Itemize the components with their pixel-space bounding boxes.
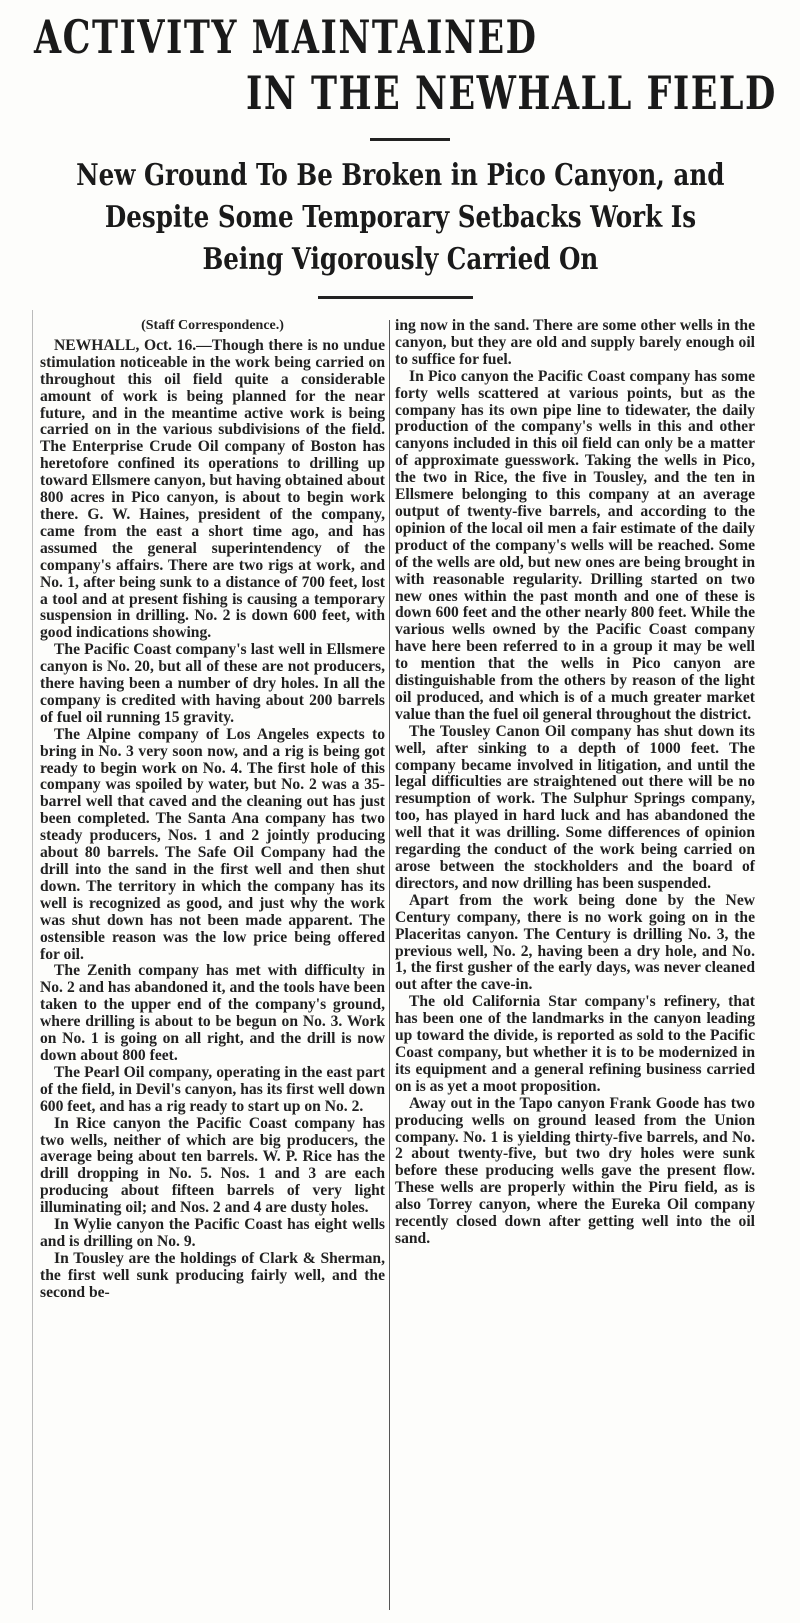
article-column-right	[395, 318, 755, 1248]
paragraph: The Tousley Canon Oil company has shut down its well, after sinking to a depth of 1000 feet. The company became involved in litigation, and until the legal difficulties are straightened out there will be no resumption of work. The Sulphur Springs company, too, has played in hard luck and has abandoned the well that it was drilling. Some differences of opinion regarding the conduct of the work being carried on arose between the stockholders and the board of directors, and now drilling has been suspended.	[395, 722, 755, 892]
paragraph: The Pacific Coast company's last well in Ellsmere canyon is No. 20, but all of these are not producers, there having been a number of dry holes. In all the company is credited with having about 200 barrels of fuel oil running 15 gravity.	[40, 641, 385, 726]
deck-rule	[318, 296, 473, 299]
paragraph: The Alpine company of Los Angeles expects to bring in No. 3 very soon now, and a rig is being got ready to begin work on No. 4. The first hole of this company was spoiled by water, but No. 2 was a 35-barrel well that caved and the cleaning out has just been completed. The Santa Ana company has two steady producers, Nos. 1 and 2 jointly producing about 80 barrels. The Safe Oil Company had the drill into the sand in the first well and then shut down. The territory in which the company has its well is recognized as good, and just why the work was shut down has not been made apparent. The ostensible reason was the low price being offered for oil.	[40, 725, 385, 963]
paragraph: The Zenith company has met with difficulty in No. 2 and has abandoned it, and the tools have been taken to the upper end of the company's ground, where drilling is about to be begun on No. 3. Work on No. 1 is going on all right, and the drill is now down about 800 feet.	[40, 962, 385, 1064]
paragraph: In Wylie canyon the Pacific Coast has eight wells and is drilling on No. 9.	[40, 1216, 385, 1250]
dateline: NEWHALL, Oct. 16.—	[54, 336, 212, 354]
headline-line-1: ACTIVITY MAINTAINED	[34, 10, 538, 64]
headline-rule	[370, 138, 450, 141]
paragraph: The old California Star company's refinery, that has been one of the landmarks in the canyon leading up toward the divide, is reported as sold to the Pacific Coast company, but whether it is to be modernized in its equipment and a general refining business carried on is as yet a moot proposition.	[395, 993, 755, 1095]
paragraph: ing now in the sand. There are some other wells in the canyon, but they are old and supply barely enough oil to suffice for fuel.	[395, 317, 755, 368]
deck-line-1: New Ground To Be Broken in Pico Canyon, and	[75, 158, 725, 193]
deck-line-2: Despite Some Temporary Setbacks Work Is	[104, 200, 696, 235]
headline-line-2: IN THE NEWHALL FIELD	[246, 66, 777, 120]
byline: (Staff Correspondence.)	[141, 318, 284, 333]
paragraph: Away out in the Tapo canyon Frank Goode has two producing wells on ground leased from the Union company. No. 1 is yielding thirty-five barrels, and No. 2 about twenty-five, but two dry holes were sunk before these producing wells gave the present flow. These wells are properly within the Piru field, as is also Torrey canyon, where the Eureka Oil company recently closed down after getting well into the oil sand.	[395, 1094, 755, 1247]
paragraph: In Pico canyon the Pacific Coast company has some forty wells scattered at various points, but as the company has its own pipe line to tidewater, the daily production of the company's wells in this and other canyons included in this oil field can only be a matter of approximate guesswork. Taking the wells in Pico, the two in Rice, the five in Tousley, and the ten in Ellsmere belonging to this company at an average output of twenty-five barrels, and according to the opinion of the local oil men a fair estimate of the daily product of the company's wells will be reached. Some of the wells are old, but new ones are being brought in with reasonable regularity. Drilling started on two new ones within the past month and one of these is down 600 feet and the other nearly 800 feet. While the various wells owned by the Pacific Coast company have here been referred to in a group it may be well to mention that the wells in Pico canyon are distinguishable from the others by reason of the light oil produced, and which is of a much greater market value than the fuel oil general throughout the district.	[395, 367, 755, 723]
paragraph: In Rice canyon the Pacific Coast company has two wells, neither of which are big producers, the average being about ten barrels. W. P. Rice has the drill dropping in No. 5. Nos. 1 and 3 are each producing about fifteen barrels of very light illuminating oil; and Nos. 2 and 4 are dusty holes.	[40, 1114, 385, 1217]
article-column-left	[40, 318, 385, 1302]
paragraph: The Pearl Oil company, operating in the east part of the field, in Devil's canyon, has its first well down 600 feet, and has a rig ready to start up on No. 2.	[40, 1063, 385, 1115]
column-divider	[389, 320, 390, 1610]
paragraph: NEWHALL, Oct. 16.—Though there is no undue stimulation noticeable in the work being carried on throughout this oil field quite a considerable amount of work is being planned for the near future, and in the meantime active work is being carried on in the various subdivisions of the field. The Enterprise Crude Oil company of Boston has heretofore confined its operations to drilling up toward Ellsmere canyon, but having obtained about 800 acres in Pico canyon, is about to begin work there. G. W. Haines, president of the company, came from the east a short time ago, and has assumed the general superintendency of the company's affairs. There are two rigs at work, and No. 1, after being sunk to a distance of 700 feet, lost a tool and at present fishing is causing a temporary suspension in drilling. No. 2 is down 600 feet, with good indications showing.	[40, 336, 386, 642]
left-frame-line	[32, 310, 33, 1610]
paragraph: Apart from the work being done by the New Century company, there is no work going on in the Placeritas canyon. The Century is drilling No. 3, the previous well, No. 2, having been a dry hole, and No. 1, the first gusher of the early days, was never cleaned out after the cave-in.	[395, 891, 755, 994]
paragraph: In Tousley are the holdings of Clark & Sherman, the first well sunk producing fairly well, and the second be-	[40, 1249, 385, 1301]
deck-line-3: Being Vigorously Carried On	[202, 242, 598, 277]
